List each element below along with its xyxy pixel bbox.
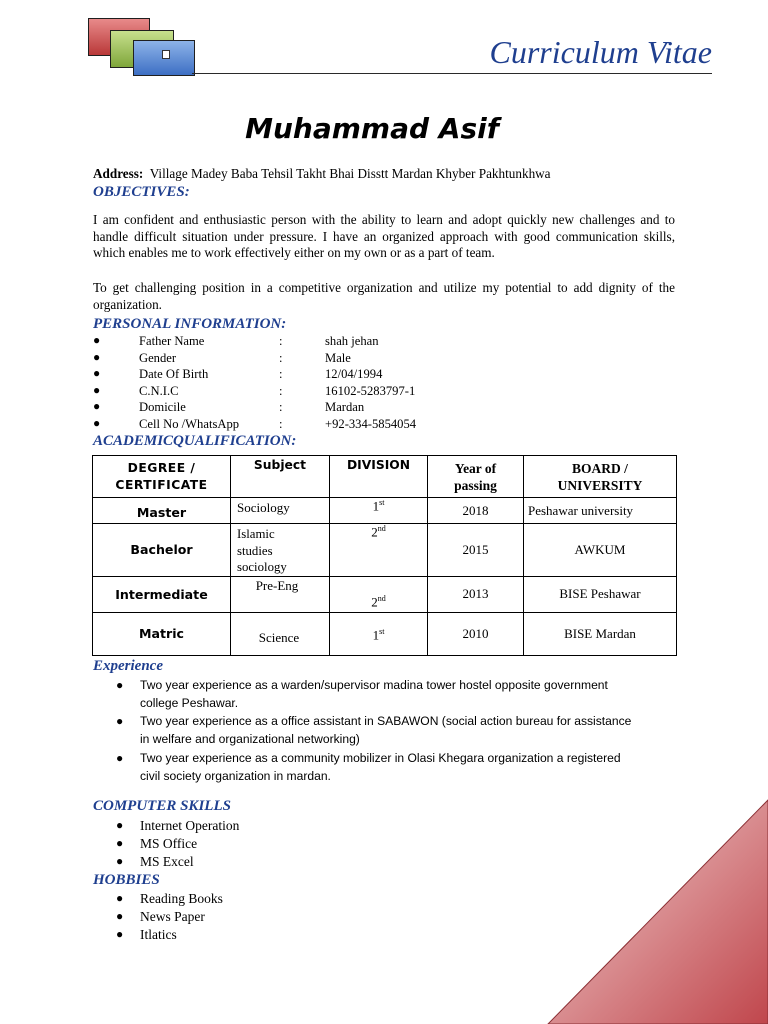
division-cell: 1st <box>330 612 428 655</box>
personal-info-separator: : <box>279 350 283 365</box>
degree-cell: Intermediate <box>93 576 231 612</box>
bullet-icon: ● <box>93 366 101 380</box>
experience-heading: Experience <box>93 658 163 674</box>
bullet-icon: ● <box>93 333 101 347</box>
subject-cell: Sociology <box>231 498 330 524</box>
year-cell: 2018 <box>428 498 524 524</box>
bullet-icon: ● <box>93 399 101 413</box>
list-item: ● Two year experience as a community mobilizer in Olasi Khegara organization a registered civil society organization in mardan. <box>116 751 621 783</box>
bullet-icon: ● <box>93 382 101 397</box>
personal-info-label: Gender <box>139 350 177 365</box>
personal-info-separator: : <box>279 383 283 398</box>
bullet-icon: ● <box>116 927 124 941</box>
list-item: ● Two year experience as a office assistant in SABAWON (social action bureau for assistance in welfare and organizational networking) <box>116 714 632 746</box>
board-cell: Peshawar university <box>524 498 677 524</box>
bullet-icon: ● <box>116 836 124 850</box>
personal-info-label: Domicile <box>139 400 186 414</box>
personal-info-heading: PERSONAL INFORMATION: <box>93 316 287 332</box>
degree-cell: Bachelor <box>93 524 231 577</box>
personal-info-value: Male <box>325 350 351 365</box>
personal-info-value: +92-334-5854054 <box>325 416 417 431</box>
board-cell: BISE Mardan <box>524 612 677 655</box>
personal-info-value: 12/04/1994 <box>325 367 383 381</box>
academic-heading: ACADEMICQUALIFICATION: <box>93 433 297 449</box>
board-cell: BISE Peshawar <box>524 576 677 612</box>
bullet-icon: ● <box>93 415 101 430</box>
corner-triangle <box>548 800 768 1024</box>
personal-info-label: Father Name <box>139 334 205 348</box>
personal-info-separator: : <box>279 367 283 381</box>
degree-cell: Matric <box>93 612 231 655</box>
address-label: Address: <box>93 166 144 181</box>
personal-info-separator: : <box>279 416 283 431</box>
bullet-icon: ● <box>116 678 124 692</box>
bullet-icon: ● <box>116 751 124 765</box>
division-cell: 2nd <box>330 576 428 612</box>
degree-header: DEGREE / CERTIFICATE <box>93 456 231 498</box>
year-cell: 2013 <box>428 576 524 612</box>
hobbies-heading: HOBBIES <box>93 872 160 888</box>
board-cell: AWKUM <box>524 524 677 577</box>
personal-info-value: shah jehan <box>325 334 379 348</box>
personal-info-separator: : <box>279 334 283 348</box>
personal-info-label: Cell No /WhatsApp <box>139 416 240 431</box>
objectives-paragraph-1: I am confident and enthusiastic person with the ability to learn and adopt quickly new challenges and to handle difficult situation under pressure. I have an organized approach with good communication skills, which enables me to work effectively either on my own or as a part of team. <box>93 212 675 261</box>
address-value: Village Madey Baba Tehsil Takht Bhai Disstt Mardan Khyber Pakhtunkhwa <box>149 166 551 181</box>
objectives-heading: OBJECTIVES: <box>93 184 190 200</box>
candidate-name: Muhammad Asif <box>245 112 499 145</box>
bullet-icon: ● <box>93 349 101 364</box>
division-cell: 1st <box>330 498 428 524</box>
year-cell: 2010 <box>428 612 524 655</box>
bullet-icon: ● <box>116 909 124 923</box>
list-item: ● Two year experience as a warden/supervisor madina tower hostel opposite government college Peshawar. <box>116 678 608 710</box>
bullet-icon: ● <box>116 854 124 868</box>
personal-info-label: Date Of Birth <box>139 367 209 381</box>
year-header: Year of passing <box>428 456 524 498</box>
bullet-icon: ● <box>116 714 124 728</box>
objectives-paragraph-2: To get challenging position in a competitive organization and utilize my potential to add dignity of the organization. <box>93 280 675 312</box>
division-cell: 2nd <box>330 524 428 577</box>
subject-header: Subject <box>231 456 330 498</box>
year-cell: 2015 <box>428 524 524 577</box>
personal-info-value: Mardan <box>325 400 365 414</box>
degree-cell: Master <box>93 498 231 524</box>
subject-cell: Pre-Eng <box>231 576 330 612</box>
subject-cell: Science <box>231 612 330 655</box>
personal-info-separator: : <box>279 400 283 414</box>
personal-info-label: C.N.I.C <box>139 383 179 398</box>
bullet-icon: ● <box>116 891 124 905</box>
board-header: BOARD / UNIVERSITY <box>524 456 677 498</box>
computer-skills-heading: COMPUTER SKILLS <box>93 798 231 814</box>
document-title: Curriculum Vitae <box>489 34 712 70</box>
division-header: DIVISION <box>330 456 428 498</box>
personal-info-value: 16102-5283797-1 <box>325 383 416 398</box>
subject-cell: Islamic studies sociology <box>231 524 330 577</box>
bullet-icon: ● <box>116 818 124 832</box>
